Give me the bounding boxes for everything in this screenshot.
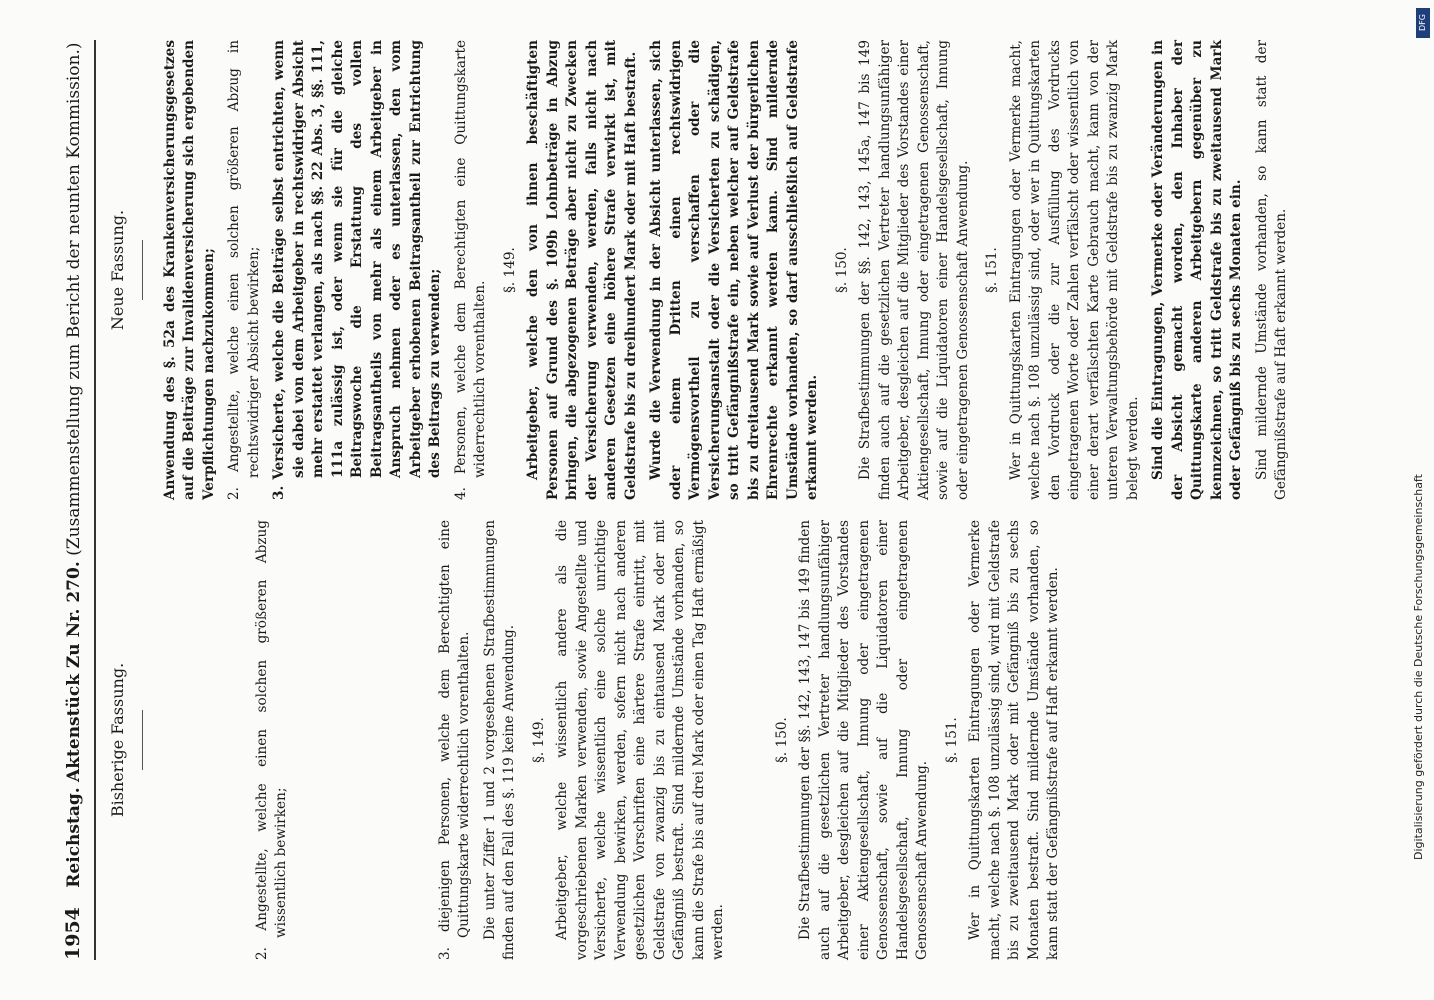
rotated-page-content [40,0,1289,1000]
dfg-logo: DFG [1416,8,1430,38]
right-column-heading: Neue Fassung. [108,209,127,331]
left-item-3-cont: Die unter Ziffer 1 und 2 vorgesehenen Strafbestimmungen finden auf den Fall des §. 119 keine Anwendung. [481,520,517,960]
left-item-2: 2. Angestellte, welche einen solchen größeren Abzug wissentlich bewirken; [253,520,289,960]
header-subtitle: (Zusammenstellung zum Bericht der neunten Kommission.) [64,42,84,556]
margin-strip [1410,0,1434,1000]
right-s149-title: §. 149. [501,247,518,293]
right-s151-text-2: Sind die Eintragungen, Vermerke oder Veränderungen in der Absicht gemacht worden, den Inhaber der Quittungskarte anderen Arbeitgebern gegenüber zu kennzeichnen, so tritt Geldstrafe bis zu zweitausend Mark oder Gefängniß bis zu sechs Monaten ein. [1150,40,1244,500]
right-s150-text: Die Strafbestimmungen der §§. 142, 143, 145a, 147 bis 149 finden auch auf die gesetzlichen Vertreter handlungsunfähiger Arbeitgeber, desgleichen auf die Mitglieder des Vorstandes einer Aktiengesellschaft, Innung oder eingetragenen Genossenschaft, sowie auf die Liquidatoren einer Handelsgesellschaft, Innung oder eingetragenen Genossenschaft Anwendung. [857,40,971,500]
right-s151-tail: Sind mildernde Umstände vorhanden, so kann statt der Gefängnißstrafe auf Haft erkannt werden. [1253,40,1289,500]
right-item-2: 2. Angestellte, welche einen solchen größeren Abzug in rechtswidriger Absicht bewirken; [226,40,262,500]
left-item-3: 3. diejenigen Personen, welche dem Berechtigten eine Quittungskarte widerrechtlich vorenthalten. [436,520,472,960]
right-s151-title: §. 151. [984,247,1000,293]
left-spacer [161,520,253,960]
left-s150-title: §. 150. [773,717,790,763]
right-s149-text-2: Wurde die Verwendung in der Absicht unterlassen, sich oder einem Dritten einen rechtswidrigen Vermögensvortheil zu verschaffen oder die Versicherungsanstalt oder die Versicherten zu schädigen, so tritt Gefängnißstrafe ein, neben welcher auf Geldstrafe bis zu dreitausend Mark sowie auf Verlust der bürgerlichen Ehrenrechte erkannt werden kann. Sind mildernde Umstände vorhanden, so darf ausschließlich auf Geldstrafe erkannt werden. [648,40,820,500]
left-s149-title: §. 149. [530,717,547,763]
header-aktenstueck: Aktenstück Zu Nr. 270. [64,561,84,782]
left-heading-rule [142,710,143,770]
right-s149-text: Arbeitgeber, welche den von ihnen beschäftigten Personen auf Grund des §. 109b Lohnbeträge in Abzug bringen, die abgezogenen Beträge aber nicht zu Zwecken der Versicherung verwenden, werden, falls nicht nach anderen Gesetzen eine höhere Strafe verwirkt ist, mit Geldstrafe bis zu dreihundert Mark oder mit Haft bestraft. [525,40,639,500]
header-reichstag: Reichstag. [64,787,84,888]
right-heading-rule [142,240,143,300]
right-intro: Anwendung des §. 52a des Krankenversicherungsgesetzes auf die Beiträge zur Invalidenversicherung sich ergebenden Verpflichtungen nachzukommen; [161,40,217,500]
left-s150-text: Die Strafbestimmungen der §§. 142, 143, 147 bis 149 finden auch auf die gesetzlichen Vertreter handlungsunfähiger Arbeitgeber, desgleichen auf die Mitglieder des Vorstandes einer Aktiengesellschaft, Innung oder eingetragenen Genossenschaft, sowie auf die Liquidatoren einer Handelsgesellschaft, Innung oder eingetragenen Genossenschaft Anwendung. [797,520,930,960]
right-item-3: 3. Versicherte, welche die Beiträge selbst entrichten, wenn sie dabei von dem Arbeitgeber in rechtswidriger Absicht mehr erstattet verlangen, als nach §§. 22 Abs. 3, §§. 111, 111a zulässig ist, oder wenn sie für die gleiche Beitragswoche die Erstattung des vollen Beitragsantheils von mehr als einem Arbeitgeber in Anspruch nehmen oder es unterlassen, den vom Arbeitgeber erhobenen Beitragsantheil zur Entrichtung des Beitrags zu verwenden; [271,40,443,500]
left-spacer-2 [298,520,436,960]
page-header [62,40,94,960]
right-s151-text: Wer in Quittungskarten Eintragungen oder Vermerke macht, welche nach §. 108 unzulässig sind, oder wer in Quittungskarten den Vordruck oder die zur Ausfüllung des Vordrucks eingetragenen Worte oder Zahlen verfälscht oder wissentlich von einer derart verfälschten Karte Gebrauch macht, kann von der unteren Verwaltungsbehörde mit Geldstrafe bis zu zwanzig Mark belegt werden. [1007,40,1141,500]
page-number: 1954 [62,907,84,960]
right-item-4: 4. Personen, welche dem Berechtigten eine Quittungskarte widerrechtlich vorenthalten. [452,40,488,500]
digitization-note: Digitalisierung gefördert durch die Deutsche Forschungsgemeinschaft [1412,474,1425,860]
left-column-heading: Bisherige Fassung. [108,662,127,818]
left-s151-title: §. 151. [943,717,960,763]
right-column [102,40,1298,500]
right-s150-title: §. 150. [833,247,850,293]
left-column [102,520,1070,960]
left-s149-text: Arbeitgeber, welche wissentlich andere als die vorgeschriebenen Marken verwenden, sowie Angestellte und Versicherte, welche wissentlich eine solche unrichtige Verwendung bewirken, werden, sofern nicht nach anderen gesetzlichen Vorschriften eine härtere Strafe eintritt, mit Geldstrafe von zwanzig bis zu eintausend Mark oder mit Gefängniß bestraft. Sind mildernde Umstände vorhanden, so kann die Strafe bis auf drei Mark oder einen Tag Haft ermäßigt werden. [554,520,726,960]
left-spacer-3 [735,520,763,960]
header-rule [94,40,96,960]
left-s151-text: Wer in Quittungskarten Eintragungen oder Vermerke macht, welche nach §. 108 unzulässig sind, wird mit Geldstrafe bis zu zweitausend Mark oder mit Gefängniß bis zu sechs Monaten bestraft. Sind mildernde Umstände vorhanden, so kann statt der Gefängnißstrafe auf Haft erkannt werden. [967,520,1061,960]
